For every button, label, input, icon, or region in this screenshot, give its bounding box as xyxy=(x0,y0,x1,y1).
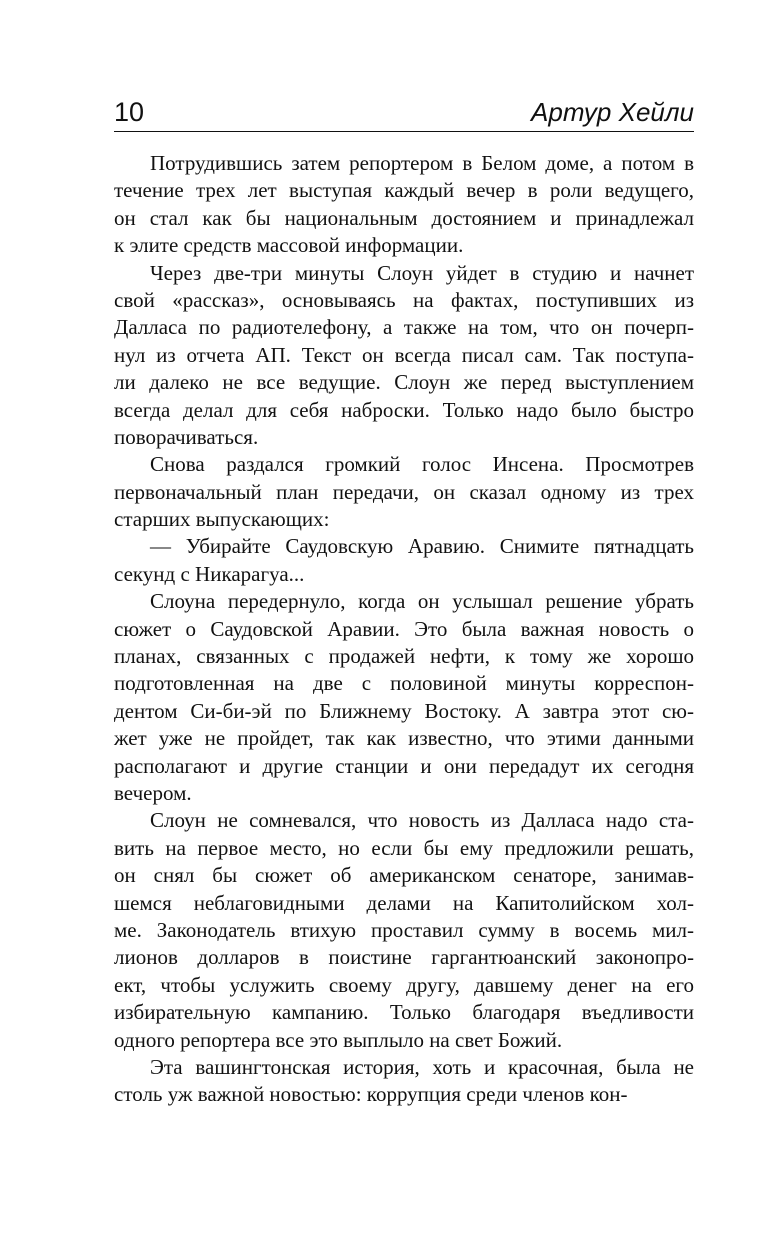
text-line: всегда делал для себя наброски. Только надо было быстро xyxy=(114,397,694,422)
paragraph xyxy=(114,260,694,452)
text-line: Слоун не сомневался, что новость из Далласа надо ста- xyxy=(150,808,694,833)
text-line: Через две-три минуты Слоун уйдет в студию и начнет xyxy=(150,260,694,285)
text-line: ли далеко не все ведущие. Слоун же перед выступлением xyxy=(114,370,694,395)
text-line: ме. Законодатель втихую проставил сумму в восемь мил- xyxy=(114,917,694,942)
header-rule xyxy=(114,131,694,132)
text-line: шемся неблаговидными делами на Капитолийском хол- xyxy=(114,890,694,915)
text-line: Потрудившись затем репортером в Белом доме, а потом в xyxy=(150,151,694,175)
text-line: избирательную кампанию. Только благодаря въедливости xyxy=(114,1000,694,1025)
text-line: Эта вашингтонская история, хоть и красочная, была не xyxy=(150,1054,694,1079)
text-line: Слоуна передернуло, когда он услышал решение убрать xyxy=(150,589,694,614)
page-number: 10 xyxy=(114,97,145,127)
text-line: Снова раздался громкий голос Инсена. Просмотрев xyxy=(150,452,694,477)
paragraph xyxy=(114,150,694,260)
text-line: к элите средств массовой информации. xyxy=(114,233,464,258)
text-line: жет уже не пройдет, так как известно, что этими данными xyxy=(114,726,694,751)
text-line: свой «рассказ», основываясь на фактах, поступивших из xyxy=(114,287,694,312)
text-line: нул из отчета АП. Текст он всегда писал сам. Так поступа- xyxy=(114,342,694,367)
text-line: дентом Си-би-эй по Ближнему Востоку. А завтра этот сю- xyxy=(114,698,694,723)
body-text xyxy=(114,150,694,1109)
text-line: течение трех лет выступая каждый вечер в роли ведущего, xyxy=(114,178,694,203)
text-line: столь уж важной новостью: коррупция среди членов кон- xyxy=(114,1082,628,1107)
text-line: подготовленная на две с половиной минуты корреспон- xyxy=(114,671,694,696)
text-line: планах, связанных с продажей нефти, к тому же хорошо xyxy=(114,644,694,669)
paragraph xyxy=(114,807,694,1054)
paragraph xyxy=(114,533,694,588)
paragraph xyxy=(114,451,694,533)
text-line: одного репортера все это выплыло на свет Божий. xyxy=(114,1027,563,1052)
running-head: Артур Хейли xyxy=(531,97,694,127)
paragraph xyxy=(114,1054,694,1109)
text-line: первоначальный план передачи, он сказал одному из трех xyxy=(114,479,694,504)
page-header xyxy=(114,92,694,132)
text-line: он стал как бы национальным достоянием и принадлежал xyxy=(114,205,694,230)
text-line: ект, чтобы услужить своему другу, давшему денег на его xyxy=(114,972,694,997)
text-line: старших выпускающих: xyxy=(114,507,330,532)
text-line: лионов долларов в поистине гаргантюанский законопро- xyxy=(114,945,694,970)
text-line: вечером. xyxy=(114,780,192,805)
text-line: — Убирайте Саудовскую Аравию. Снимите пятнадцать xyxy=(150,534,694,559)
text-line: располагают и другие станции и они передадут их сегодня xyxy=(114,753,694,778)
text-line: вить на первое место, но если бы ему предложили решать, xyxy=(114,835,694,860)
text-line: он снял бы сюжет об американском сенаторе, занимав- xyxy=(114,863,694,888)
text-line: сюжет о Саудовской Аравии. Это была важная новость о xyxy=(114,616,694,641)
paragraph xyxy=(114,588,694,807)
text-line: Далласа по радиотелефону, а также на том, что он почерп- xyxy=(114,315,694,340)
text-line: секунд с Никарагуа... xyxy=(114,561,305,586)
text-line: поворачиваться. xyxy=(114,424,259,449)
